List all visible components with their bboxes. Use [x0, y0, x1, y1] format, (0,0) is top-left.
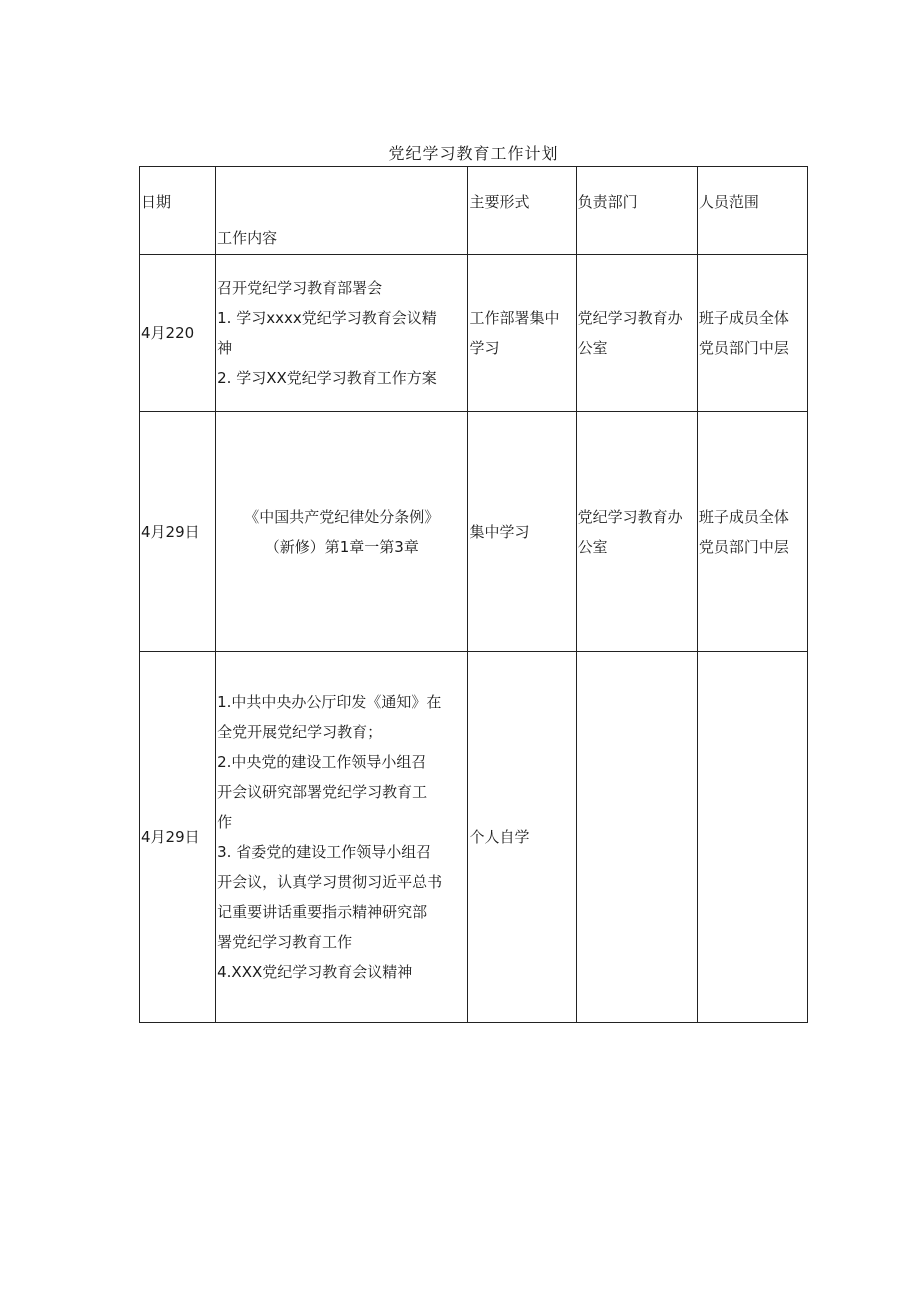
- content-cell: [216, 255, 468, 412]
- table-row: [140, 255, 808, 412]
- date-cell: 4月220: [140, 255, 216, 412]
- dept-line: 党纪学习教育办: [577, 309, 683, 327]
- form-line: 个人自学: [469, 828, 530, 846]
- dept-cell: [576, 652, 697, 1023]
- scope-cell: [697, 652, 807, 1023]
- dept-cell: [576, 412, 697, 652]
- scope-line: 党员部门中层: [698, 339, 789, 357]
- scope-cell: [697, 412, 807, 652]
- table-row: [140, 652, 808, 1023]
- form-cell: [468, 412, 576, 652]
- page-title: 党纪学习教育工作计划: [388, 144, 559, 163]
- date-cell: 4月29日: [140, 652, 216, 1023]
- content-line: 开会议，认真学习贯彻习近平总书: [217, 873, 443, 891]
- scope-line: 班子成员全体: [698, 309, 789, 327]
- form-line: 集中学习: [469, 522, 530, 541]
- scope-line: 班子成员全体: [698, 507, 789, 526]
- header-form: 主要形式: [468, 167, 576, 255]
- content-line: 作: [217, 813, 233, 831]
- header-scope: 人员范围: [697, 167, 807, 255]
- content-line: 神: [217, 339, 233, 357]
- content-line: 《中国共产党纪律处分条例》: [244, 507, 440, 526]
- content-line: 开会议研究部署党纪学习教育工: [217, 783, 428, 801]
- content-cell: [216, 412, 468, 652]
- content-line: 全党开展党纪学习教育；: [217, 723, 383, 741]
- header-date: 日期: [140, 167, 216, 255]
- header-dept: 负责部门: [576, 167, 697, 255]
- dept-line: 公室: [577, 537, 608, 556]
- form-line: 工作部署集中: [469, 309, 560, 327]
- header-row: [140, 167, 808, 255]
- content-line: 2.中央党的建设工作领导小组召: [217, 753, 427, 771]
- content-line: 1. 学习xxxx党纪学习教育会议精: [217, 309, 437, 327]
- form-cell: [468, 255, 576, 412]
- dept-line: 党纪学习教育办: [577, 507, 683, 526]
- form-cell: [468, 652, 576, 1023]
- table-row: [140, 412, 808, 652]
- content-line: 1.中共中央办公厅印发《通知》在: [217, 693, 442, 711]
- content-line: （新修）第1章一第3章: [264, 537, 419, 556]
- header-content: 工作内容: [216, 167, 468, 255]
- dept-line: 公室: [577, 339, 608, 357]
- content-line: 记重要讲话重要指示精神研究部: [217, 903, 428, 921]
- dept-cell: [576, 255, 697, 412]
- scope-line: 党员部门中层: [698, 537, 789, 556]
- content-cell: [216, 652, 468, 1023]
- content-line: 2. 学习XX党纪学习教育工作方案: [217, 369, 437, 387]
- scope-cell: [697, 255, 807, 412]
- form-line: 学习: [469, 339, 500, 357]
- content-line: 4.XXX党纪学习教育会议精神: [217, 963, 413, 981]
- content-line: 3. 省委党的建设工作领导小组召: [217, 843, 432, 861]
- date-cell: 4月29日: [140, 412, 216, 652]
- content-line: 召开党纪学习教育部署会: [217, 279, 383, 297]
- work-plan-table: [139, 166, 808, 1023]
- content-line: 署党纪学习教育工作: [217, 933, 353, 951]
